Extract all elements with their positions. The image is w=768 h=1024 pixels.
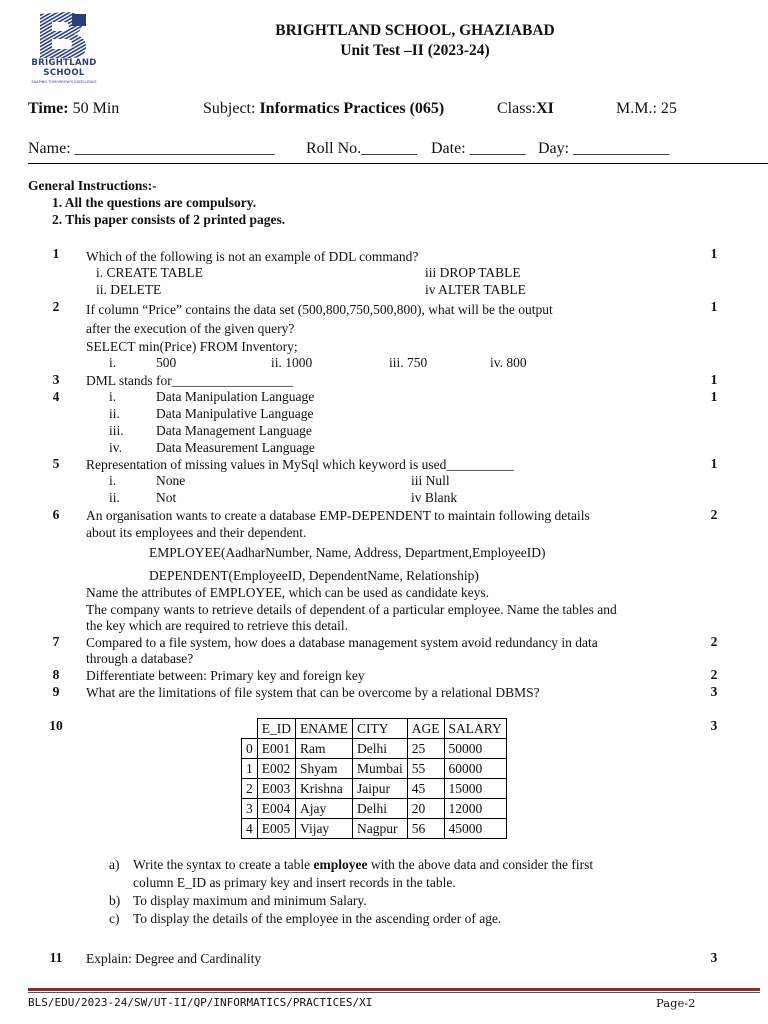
q5-marks: 1 — [710, 456, 718, 471]
table-header-row — [242, 719, 507, 739]
q1-option: iv ALTER TABLE — [425, 282, 526, 297]
table-cell: 60000 — [444, 759, 506, 779]
q10-number: 10 — [49, 718, 63, 733]
q8-text: Differentiate between: Primary key and foreign key — [86, 668, 365, 683]
footer-divider-thin — [28, 992, 760, 993]
q10-part-label: a) — [109, 857, 120, 872]
q9-marks: 3 — [710, 684, 718, 699]
q10-part-label: b) — [109, 893, 121, 908]
q1-option: ii. DELETE — [96, 282, 162, 297]
table-header-cell: CITY — [353, 719, 408, 739]
table-cell: 3 — [242, 799, 258, 819]
logo-text-school: SCHOOL — [43, 68, 85, 78]
q6-text-line: the key which are required to retrieve this detail. — [86, 618, 349, 633]
q4-option-num: i. — [109, 389, 117, 404]
q11-number: 11 — [49, 950, 63, 965]
instruction-item: 2. This paper consists of 2 printed pages. — [52, 212, 286, 227]
table-header-cell: ENAME — [296, 719, 353, 739]
q4-option-num: ii. — [109, 406, 120, 421]
q2-marks: 1 — [710, 299, 718, 314]
q7-marks: 2 — [710, 634, 718, 649]
table-cell: 20 — [407, 799, 444, 819]
q10-part-a-post: with the above data and consider the first — [367, 857, 594, 872]
q10-part-a-text — [133, 857, 593, 873]
instruction-item: 1. All the questions are compulsory. — [52, 195, 257, 210]
table-cell: Shyam — [296, 759, 353, 779]
table-header-cell: SALARY — [444, 719, 506, 739]
q5-option: iii Null — [411, 473, 450, 488]
class-label: Class: — [497, 100, 537, 117]
q3-number: 3 — [52, 372, 60, 387]
table-cell: E002 — [257, 759, 295, 779]
q2-option: iv. 800 — [490, 355, 527, 370]
q5-option-num: i. — [109, 473, 117, 488]
table-cell: Krishna — [296, 779, 353, 799]
q4-option: Data Manipulative Language — [156, 406, 314, 421]
table-header-cell: AGE — [407, 719, 444, 739]
q10-marks: 3 — [710, 718, 718, 733]
logo-text-brightland: BRIGHTLAND — [31, 58, 97, 68]
table-cell: Ajay — [296, 799, 353, 819]
max-marks: M.M.: 25 — [616, 100, 677, 117]
q10-part-b-text: To display maximum and minimum Salary. — [133, 893, 367, 908]
table-header-cell — [242, 719, 258, 739]
q3-marks: 1 — [710, 372, 718, 387]
q2-number: 2 — [52, 299, 60, 314]
table-cell: 55 — [407, 759, 444, 779]
table-cell: 2 — [242, 779, 258, 799]
day-field: Day: ____________ — [538, 140, 670, 157]
table-header-cell: E_ID — [257, 719, 295, 739]
table-cell: Vijay — [296, 819, 353, 839]
time-value: 50 Min — [68, 100, 120, 117]
test-title: Unit Test –II (2023-24) — [340, 42, 490, 59]
q5-text: Representation of missing values in MySql which keyword is used__________ — [86, 457, 514, 472]
table-cell: 50000 — [444, 739, 506, 759]
table-cell: 15000 — [444, 779, 506, 799]
q6-text-line: Name the attributes of EMPLOYEE, which can be used as candidate keys. — [86, 585, 490, 600]
q4-option: Data Manipulation Language — [156, 389, 315, 404]
table-row — [242, 739, 507, 759]
q5-option-num: ii. — [109, 490, 120, 505]
header-divider — [28, 163, 768, 164]
q10-part-label: c) — [109, 911, 120, 926]
q3-text: DML stands for__________________ — [86, 373, 294, 388]
logo-b-icon — [36, 10, 90, 60]
q6-schema-dependent: DEPENDENT(EmployeeID, DependentName, Relationship) — [149, 568, 479, 583]
instructions-heading: General Instructions:- — [28, 178, 157, 193]
page-number: Page-2 — [656, 996, 696, 1010]
q1-number: 1 — [52, 246, 60, 261]
q5-option: None — [156, 473, 186, 488]
q2-option: iii. 750 — [389, 355, 428, 370]
q10-part-a-bold: employee — [313, 857, 368, 872]
table-row — [242, 799, 507, 819]
table-cell: E003 — [257, 779, 295, 799]
q1-text: Which of the following is not an example of DDL command? — [86, 249, 419, 264]
q10-part-c-text: To display the details of the employee in the ascending order of age. — [133, 911, 502, 926]
table-row — [242, 759, 507, 779]
q6-number: 6 — [52, 507, 60, 522]
q7-number: 7 — [52, 634, 60, 649]
table-row — [242, 779, 507, 799]
q6-text-line: The company wants to retrieve details of dependent of a particular employee. Name the tables and — [86, 602, 617, 617]
table-cell: E004 — [257, 799, 295, 819]
q2-option: 500 — [156, 355, 177, 370]
q10-part-a-pre: Write the syntax to create a table — [133, 857, 314, 872]
table-cell: Mumbai — [353, 759, 408, 779]
q2-option: ii. 1000 — [271, 355, 313, 370]
subject-label: Subject: — [203, 100, 260, 117]
q5-option: Not — [156, 490, 177, 505]
time-info — [28, 100, 119, 118]
q10-part-a-line2: column E_ID as primary key and insert records in the table. — [133, 875, 456, 890]
q2-text-line: after the execution of the given query? — [86, 321, 295, 336]
q5-number: 5 — [52, 456, 60, 471]
table-cell: 1 — [242, 759, 258, 779]
table-cell: 45 — [407, 779, 444, 799]
table-cell: 56 — [407, 819, 444, 839]
q2-query: SELECT min(Price) FROM Inventory; — [86, 339, 298, 354]
q4-number: 4 — [52, 389, 60, 404]
q2-option-num: i. — [109, 355, 117, 370]
q6-marks: 2 — [710, 507, 718, 522]
q11-marks: 3 — [710, 950, 718, 965]
table-cell: Delhi — [353, 799, 408, 819]
table-cell: Jaipur — [353, 779, 408, 799]
q6-text-line: about its employees and their dependent. — [86, 525, 307, 540]
q4-option: Data Measurement Language — [156, 440, 315, 455]
class-info — [497, 100, 554, 118]
q7-text-line: Compared to a file system, how does a database management system avoid redundancy in data — [86, 635, 598, 650]
q1-option: i. CREATE TABLE — [96, 265, 204, 280]
q5-option: iv Blank — [411, 490, 458, 505]
q7-text-line: through a database? — [86, 651, 194, 666]
q4-option-num: iv. — [109, 440, 122, 455]
footer-divider — [28, 988, 760, 991]
class-value: XI — [536, 100, 554, 117]
employee-table — [241, 718, 507, 839]
q11-text: Explain: Degree and Cardinality — [86, 951, 262, 966]
q4-marks: 1 — [710, 389, 718, 404]
name-field: Name: _________________________ — [28, 140, 275, 157]
q4-option-num: iii. — [109, 423, 124, 438]
table-cell: Ram — [296, 739, 353, 759]
q6-schema-employee: EMPLOYEE(AadharNumber, Name, Address, Department,EmployeeID) — [149, 545, 546, 560]
q1-marks: 1 — [710, 246, 718, 261]
logo-tagline: SHAPING TOMORROW'S EXCELLENCE — [31, 80, 97, 84]
table-cell: E005 — [257, 819, 295, 839]
roll-field: Roll No._______ — [306, 140, 418, 157]
subject-value: Informatics Practices (065) — [259, 100, 445, 117]
q8-marks: 2 — [710, 667, 718, 682]
q9-text: What are the limitations of file system that can be overcome by a relational DBMS? — [86, 685, 540, 700]
q9-number: 9 — [52, 684, 60, 699]
table-cell: 12000 — [444, 799, 506, 819]
q6-text-line: An organisation wants to create a database EMP-DEPENDENT to maintain following details — [86, 508, 590, 523]
date-field: Date: _______ — [431, 140, 526, 157]
q2-text-line: If column “Price” contains the data set (500,800,750,500,800), what will be the output — [86, 302, 553, 317]
footer-code: BLS/EDU/2023-24/SW/UT-II/QP/INFORMATICS/PRACTICES/XI — [28, 996, 373, 1009]
school-logo — [28, 8, 100, 88]
time-label: Time: — [28, 100, 69, 117]
table-row — [242, 819, 507, 839]
q4-option: Data Management Language — [156, 423, 312, 438]
table-cell: 45000 — [444, 819, 506, 839]
q8-number: 8 — [52, 667, 60, 682]
q1-option: iii DROP TABLE — [425, 265, 521, 280]
table-cell: 0 — [242, 739, 258, 759]
subject-info — [203, 100, 444, 118]
table-cell: Nagpur — [353, 819, 408, 839]
school-name: BRIGHTLAND SCHOOL, GHAZIABAD — [275, 22, 555, 39]
table-cell: Delhi — [353, 739, 408, 759]
table-cell: E001 — [257, 739, 295, 759]
table-cell: 4 — [242, 819, 258, 839]
table-cell: 25 — [407, 739, 444, 759]
